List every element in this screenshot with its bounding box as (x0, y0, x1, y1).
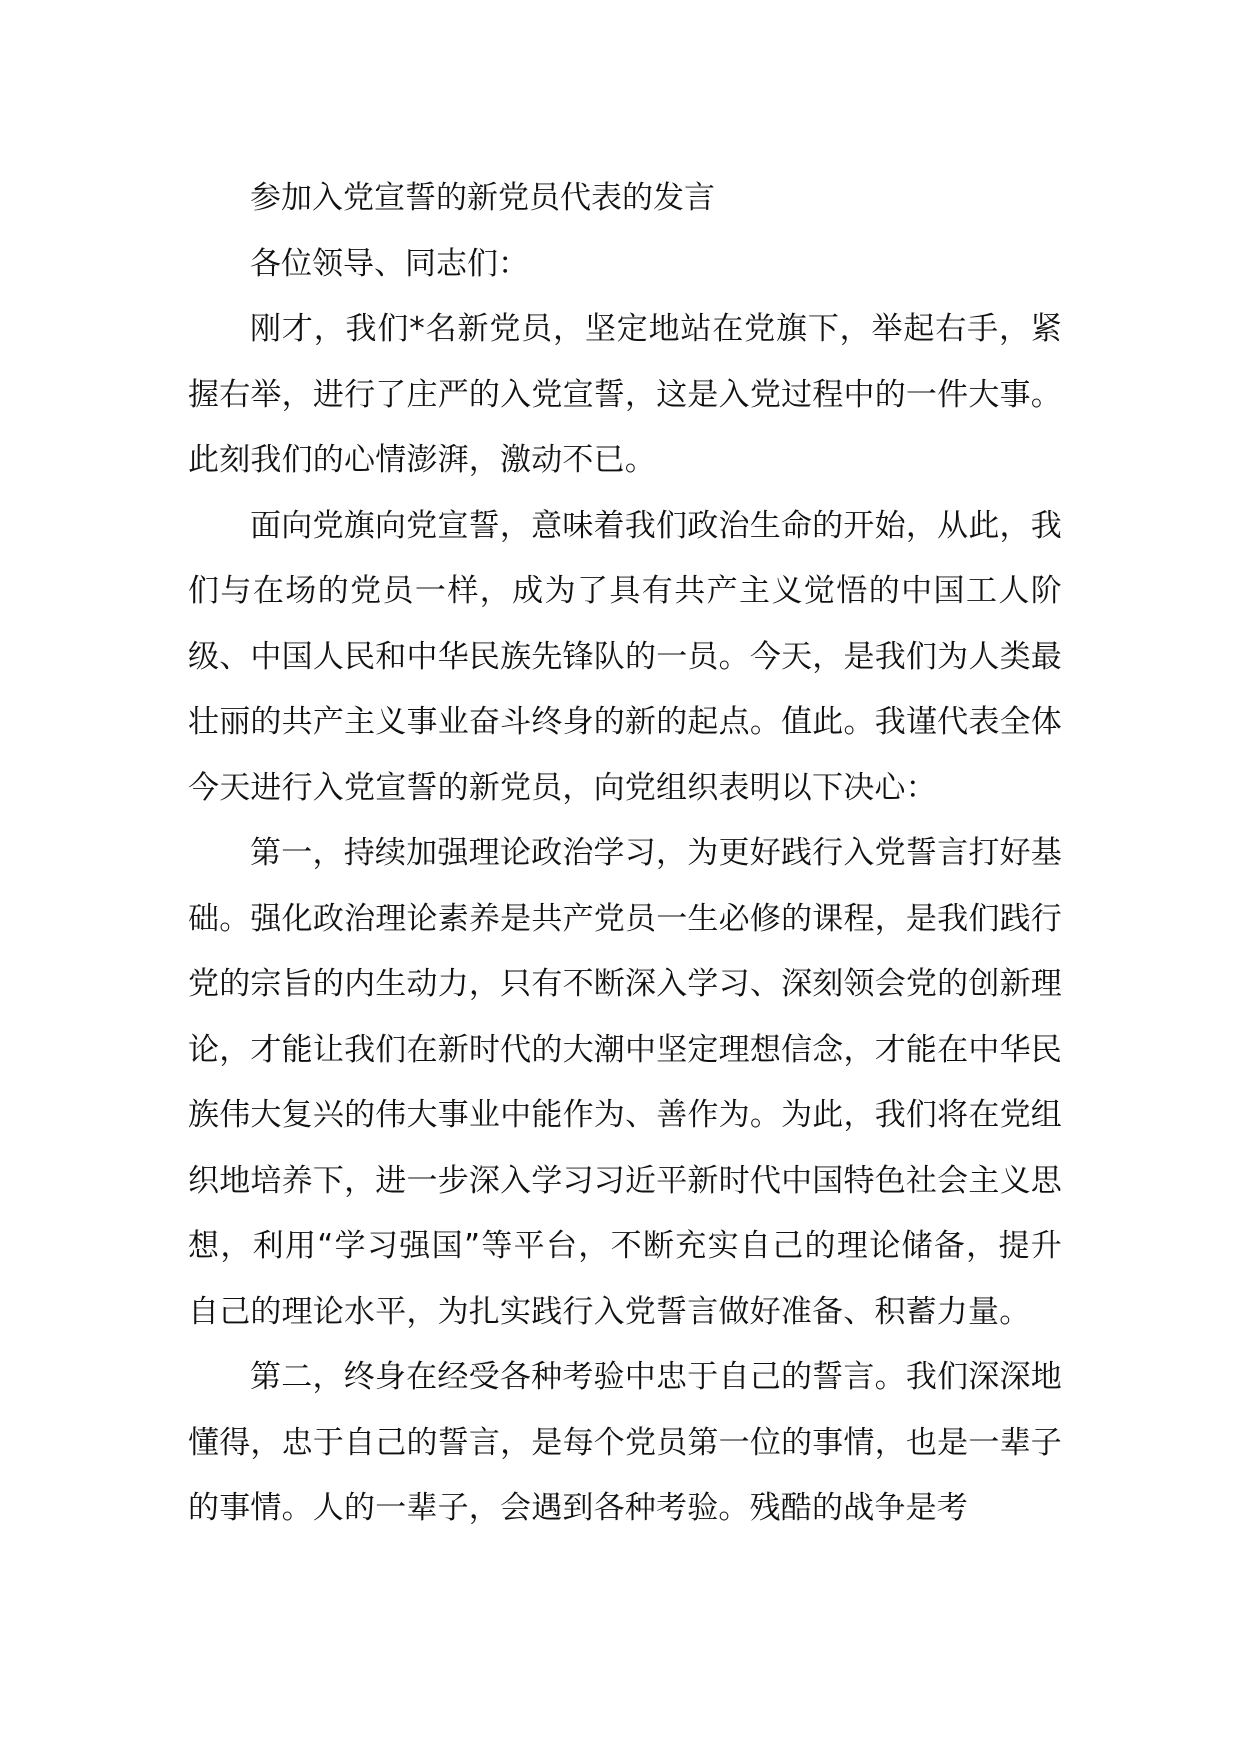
document-title: 参加入党宣誓的新党员代表的发言 (250, 180, 715, 216)
paragraph-meaning: 面向党旗向党宣誓，意味着我们政治生命的开始，从此，我们与在场的党员一样，成为了具有共产主义觉悟的中国工人阶级、中国人民和中华民族先锋队的一员。今天，是我们为人类最壮丽的共产主义事业奋斗终身的新的起点。值此。我谨代表全体今天进行入党宣誓的新党员，向党组织表明以下决心： (188, 507, 1062, 806)
paragraph-first-resolution: 第一，持续加强理论政治学习，为更好践行入党誓言打好基础。强化政治理论素养是共产党员一生必修的课程，是我们践行党的宗旨的内生动力，只有不断深入学习、深刻领会党的创新理论，才能让我们在新时代的大潮中坚定理想信念，才能在中华民族伟大复兴的伟大事业中能作为、善作为。为此，我们将在党组织地培养下，进一步深入学习习近平新时代中国特色社会主义思想，利用“学习强国”等平台，不断充实自己的理论储备，提升自己的理论水平，为扎实践行入党誓言做好准备、积蓄力量。 (188, 835, 1062, 1330)
paragraph-opening: 刚才，我们*名新党员，坚定地站在党旗下，举起右手，紧握右举，进行了庄严的入党宣誓，这是入党过程中的一件大事。此刻我们的心情澎湃，激动不已。 (188, 311, 1062, 478)
salutation: 各位领导、同志们： (250, 245, 529, 282)
document-body (188, 166, 1062, 1542)
paragraph-second-resolution: 第二，终身在经受各种考验中忠于自己的誓言。我们深深地懂得，忠于自己的誓言，是每个党员第一位的事情，也是一辈子的事情。人的一辈子，会遇到各种考验。残酷的战争是考 (188, 1359, 1062, 1526)
